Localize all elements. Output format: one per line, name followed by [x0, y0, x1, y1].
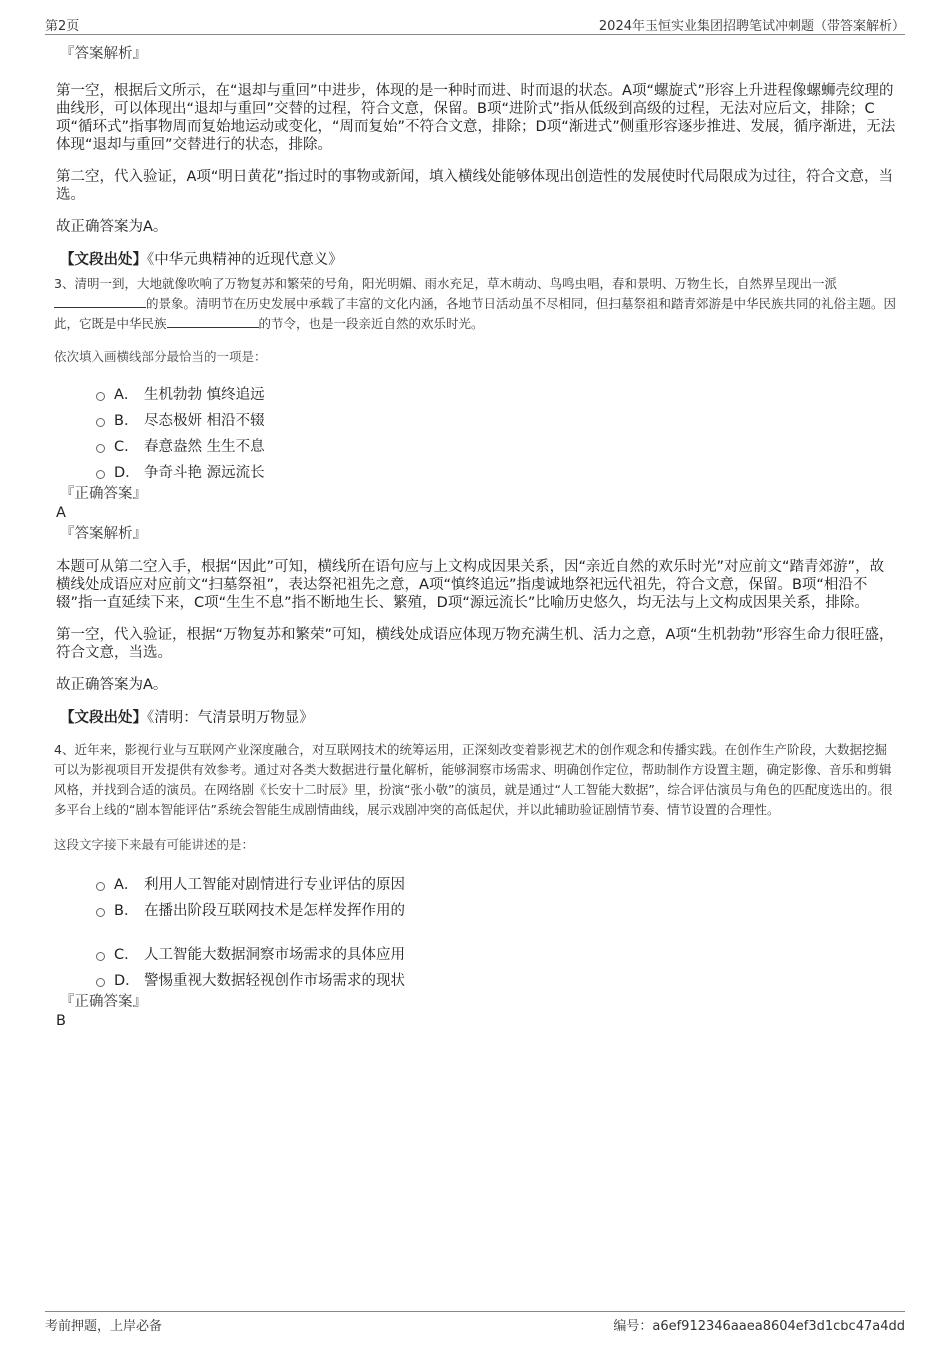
option-letter: B．	[114, 902, 139, 919]
question-prompt: 这段文字接下来最有可能讲述的是：	[54, 837, 255, 852]
option-text: 争奇斗艳 源远流长	[144, 464, 265, 481]
option-letter: A．	[114, 386, 139, 403]
option-text: 在播出阶段互联网技术是怎样发挥作用的	[144, 902, 405, 919]
question-text: 4、近年来，影视行业与互联网产业深度融合，对互联网技术的统筹运用，正深刻改变着影视艺术的创作观念和传播实践。在创作生产阶段，大数据挖掘可以为影视项目开发提供有效参考。通过对各类大数据进行量化解析，能够洞察市场需求、明确创作定位，帮助制作方设置主题，确定影像、音乐和剪辑风格，并找到合适的演员。在网络剧《长安十二时辰》里，扮演“张小敬”的演员，就是通过“人工智能大数据”，综合评估演员与角色的匹配度选出的。很多平台上线的“剧本智能评估”系统会智能生成剧情曲线，展示戏剧冲突的高低起伏，并以此辅助验证剧情节奏、情节设置的合理性。	[54, 742, 893, 817]
option-letter: A．	[114, 876, 139, 893]
option-b[interactable]	[96, 406, 896, 432]
fill-blank	[54, 295, 146, 308]
radio-icon[interactable]	[96, 908, 105, 917]
page-number: 第2页	[45, 19, 80, 34]
document-body	[56, 44, 896, 1030]
question-text-part: 3、清明一到，大地就像吹响了万物复苏和繁荣的号角，阳光明媚、雨水充足，草木萌动、鸟鸣虫唱，春和景明、万物生长，自然界呈现出一派	[54, 276, 837, 291]
radio-icon[interactable]	[96, 392, 105, 401]
radio-icon[interactable]	[96, 882, 105, 891]
question-text-part: 的节令，也是一段亲近自然的欢乐时光。	[258, 316, 484, 331]
source-citation	[60, 708, 896, 728]
page-footer	[45, 1311, 905, 1334]
radio-icon[interactable]	[96, 952, 105, 961]
option-letter: C．	[114, 946, 139, 963]
option-c[interactable]	[96, 432, 896, 458]
option-c[interactable]	[96, 940, 896, 966]
source-title: 《清明：气清景明万物显》	[147, 710, 314, 726]
footer-slogan: 考前押题，上岸必备	[45, 1319, 163, 1334]
document-id: 编号：a6ef912346aaea8604ef3d1cbc47a4dd	[613, 1319, 905, 1334]
analysis-label: 『答案解析』	[60, 46, 147, 62]
analysis-label: 『答案解析』	[60, 526, 147, 542]
option-a[interactable]	[96, 870, 896, 896]
option-text: 警惕重视大数据轻视创作市场需求的现状	[144, 972, 405, 989]
analysis-paragraph: 本题可从第二空入手，根据“因此”可知，横线所在语句应与上文构成因果关系，因“亲近自然的欢乐时光”对应前文“踏青郊游”，故横线处成语应对应前文“扫墓祭祖”，表达祭祀祖先之意，A项“慎终追远”指虔诚地祭祀远代祖先，符合文意，保留。B项“相沿不辍”指一直延续下来，C项“生生不息”指不断地生长、繁殖，D项“源远流长”比喻历史悠久，均无法与上文构成因果关系，排除。	[56, 559, 885, 611]
option-letter: B．	[114, 412, 139, 429]
option-list	[96, 380, 896, 484]
analysis-paragraph: 第一空，根据后文所示，在“退却与重回”中进步，体现的是一种时而进、时而退的状态。A项“螺旋式”形容上升进程像螺蛳壳纹理的曲线形，可以体现出“退却与重回”交替的过程，符合文意，保留。B项“进阶式”指从低级到高级的过程，无法对应后文，排除；C项“循环式”指事物周而复始地运动或变化，“周而复始”不符合文意，排除；D项“渐进式”侧重形容逐步推进、发展，循序渐进，无法体现“退却与重回”交替进行的状态，排除。	[56, 83, 896, 153]
question-text-part: 的景象。清明节在历史发展中承载了丰富的文化内涵，各地节日活动虽不尽相同，但扫墓祭祖和踏青郊游是中华民族共同的礼俗主题。因此，它既是中华民族	[54, 296, 897, 331]
question-text	[54, 274, 896, 334]
option-d[interactable]	[96, 966, 896, 992]
correct-answer-label: 『正确答案』	[60, 994, 147, 1010]
source-bracket: 【文段出处】	[60, 252, 147, 268]
document-title: 2024年玉恒实业集团招聘笔试冲刺题（带答案解析）	[598, 19, 905, 34]
correct-answer-label: 『正确答案』	[60, 486, 147, 502]
fill-blank	[167, 315, 259, 328]
source-bracket: 【文段出处】	[60, 710, 147, 726]
correct-answer: A	[56, 505, 66, 521]
radio-icon[interactable]	[96, 418, 105, 427]
analysis-paragraph: 第一空，代入验证，根据“万物复苏和繁荣”可知，横线处成语应体现万物充满生机、活力之意，A项“生机勃勃”形容生命力很旺盛，符合文意，当选。	[56, 627, 894, 661]
option-b[interactable]	[96, 896, 896, 922]
option-text: 尽态极妍 相沿不辍	[144, 412, 265, 429]
option-text: 人工智能大数据洞察市场需求的具体应用	[144, 946, 405, 963]
option-text: 利用人工智能对剧情进行专业评估的原因	[144, 876, 405, 893]
radio-icon[interactable]	[96, 444, 105, 453]
analysis-conclusion: 故正确答案为A。	[56, 677, 168, 693]
source-citation	[60, 250, 896, 270]
option-d[interactable]	[96, 458, 896, 484]
page-header	[45, 14, 905, 35]
option-text: 生机勃勃 慎终追远	[144, 386, 265, 403]
option-letter: D．	[114, 972, 140, 989]
question-prompt: 依次填入画横线部分最恰当的一项是：	[54, 349, 267, 364]
option-a[interactable]	[96, 380, 896, 406]
option-letter: D．	[114, 464, 140, 481]
option-text: 春意盎然 生生不息	[144, 438, 265, 455]
option-list	[96, 870, 896, 992]
analysis-paragraph: 第二空，代入验证，A项“明日黄花”指过时的事物或新闻，填入横线处能够体现出创造性的发展使时代局限成为过往，符合文意，当选。	[56, 169, 893, 203]
radio-icon[interactable]	[96, 978, 105, 987]
source-title: 《中华元典精神的近现代意义》	[147, 252, 343, 268]
correct-answer: B	[56, 1013, 66, 1029]
radio-icon[interactable]	[96, 470, 105, 479]
option-letter: C．	[114, 438, 139, 455]
analysis-conclusion: 故正确答案为A。	[56, 219, 168, 235]
